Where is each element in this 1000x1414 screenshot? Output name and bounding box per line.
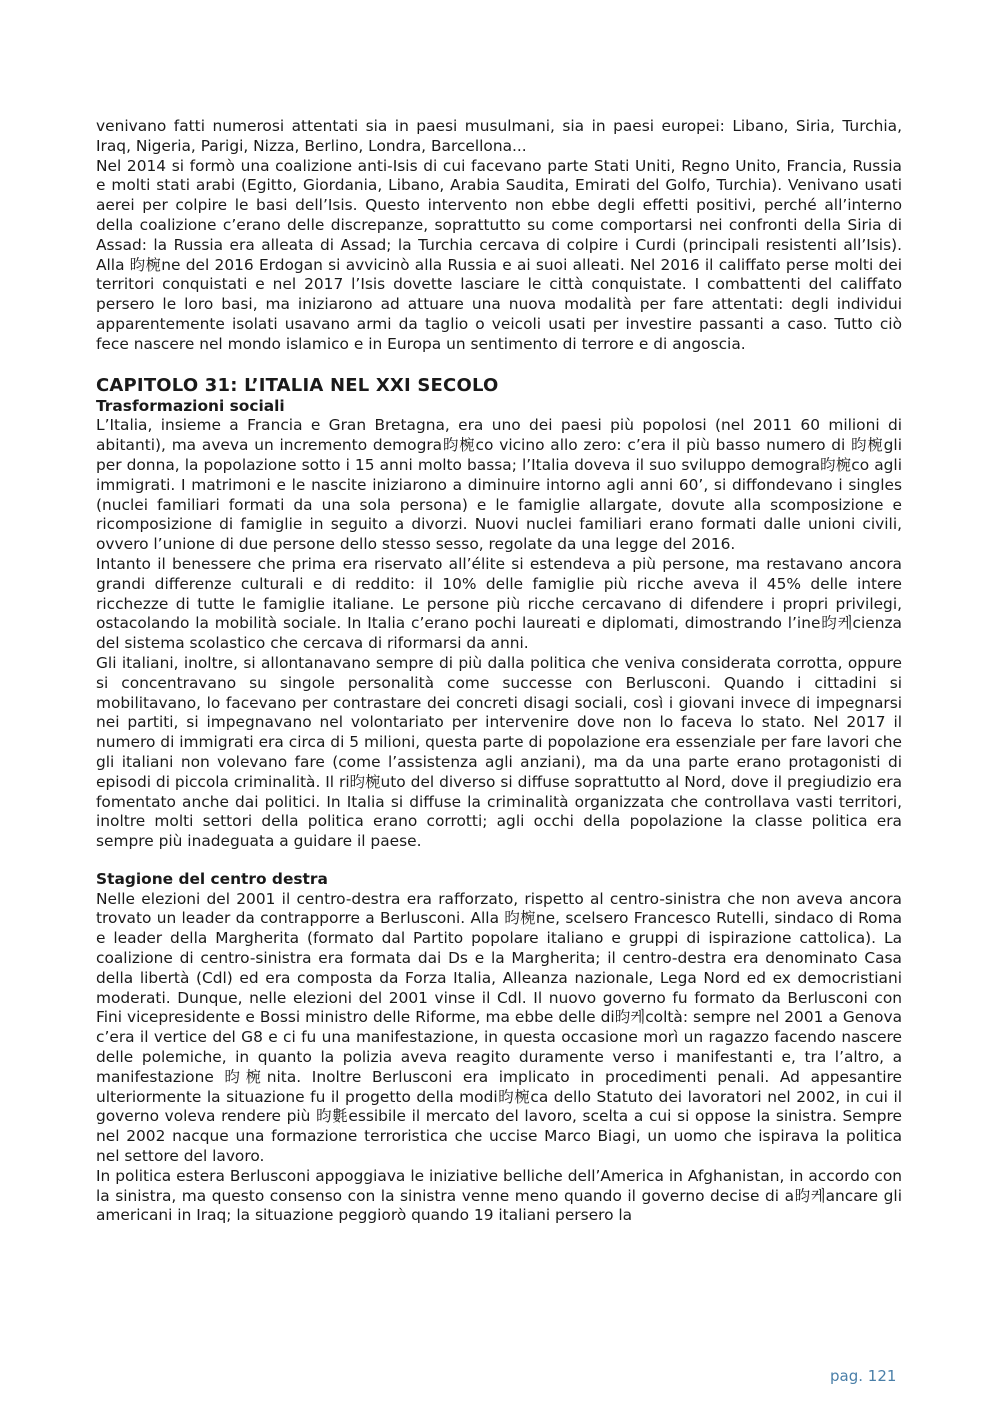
- page-number: pag. 121: [830, 1367, 897, 1385]
- section-title-centre-right: Stagione del centro destra: [96, 869, 328, 888]
- intro-paragraph-2: Nel 2014 si formò una coalizione anti-Isis di cui facevano parte Stati Uniti, Regno Unito, Francia, Russia e molti stati arabi (Egitto, Giordania, Libano, Arabia Saudita, Emirati del Golfo, Turchia). Venivano usati aerei per colpire le basi dell’Isis. Questo intervento non ebbe degli effetti positivi, perché all’interno della coalizione c’erano delle discrepanze, soprattutto su come comportarsi nei confronti della Siria di Assad: la Russia era alleata di Assad; la Turchia cercava di colpire i Curdi (principali resistenti all’Isis). Alla 昀椀ne del 2016 Erdogan si avvicinò alla Russia e ai suoi alleati. Nel 2016 il califfato perse molti dei territori conquistati e nel 2017 l’Isis dovette lasciare le città conquistate. I combattenti del califfato persero le loro basi, ma iniziarono ad attuare una nuova modalità per fare attentati: degli individui apparentemente isolati usavano armi da taglio o veicoli usati per investire passanti a caso. Tutto ciò fece nascere nel mondo islamico e in Europa un sentimento di terrore e di angoscia.: [96, 156, 902, 353]
- page-body: [96, 117, 902, 1226]
- chapter-title: CAPITOLO 31: L’ITALIA NEL XXI SECOLO: [96, 374, 499, 396]
- section-1-paragraph-2: Intanto il benessere che prima era riservato all’élite si estendeva a più persone, ma restavano ancora grandi differenze culturali e di reddito: il 10% delle famiglie più ricche aveva il 45% delle intere ricchezze di tutte le famiglie italiane. Le persone più ricche cercavano di difendere i propri privilegi, ostacolando la mobilità sociale. In Italia c’erano pochi laureati e diplomati, dimostrando l’ine昀케cienza del sistema scolastico che cercava di riformarsi da anni.: [96, 554, 902, 653]
- section-2-paragraph-1: Nelle elezioni del 2001 il centro-destra era rafforzato, rispetto al centro-sinistra che non aveva ancora trovato un leader da contrapporre a Berlusconi. Alla 昀椀ne, scelsero Francesco Rutelli, sindaco di Roma e leader della Margherita (formato dal Partito popolare italiano e gruppi di ispirazione cattolica). La coalizione di centro-sinistra era formata dai Ds e la Margherita; il centro-destra era denominato Casa della libertà (Cdl) ed era composta da Forza Italia, Alleanza nazionale, Lega Nord ed ex democristiani moderati. Dunque, nelle elezioni del 2001 vinse il Cdl. Il nuovo governo fu formato da Berlusconi con Fini vicepresidente e Bossi ministro delle Riforme, ma ebbe delle di昀케coltà: sempre nel 2001 a Genova c’era il vertice del G8 e ci fu una manifestazione, in questa occasione morì un ragazzo facendo nascere delle polemiche, in quanto la polizia aveva reagito duramente verso i manifestanti e, tra l’altro, a manifestazione 昀椀nita. Inoltre Berlusconi era implicato in procedimenti penali. Ad appesantire ulteriormente la situazione fu il progetto della modi昀椀ca dello Statuto dei lavoratori nel 2002, in cui il governo voleva rendere più 昀氀essibile il mercato del lavoro, scelta a cui si oppose la sinistra. Sempre nel 2002 nacque una formazione terroristica che uccise Marco Biagi, un uomo che ispirava la politica nel settore del lavoro.: [96, 889, 902, 1166]
- section-title-social: Trasformazioni sociali: [96, 396, 285, 415]
- intro-paragraph-1: venivano fatti numerosi attentati sia in paesi musulmani, sia in paesi europei: Libano, Siria, Turchia, Iraq, Nigeria, Parigi, Nizza, Berlino, Londra, Barcellona...: [96, 117, 902, 155]
- section-2-paragraph-2: In politica estera Berlusconi appoggiava le iniziative belliche dell’America in Afghanistan, in accordo con la sinistra, ma questo consenso con la sinistra venne meno quando il governo decise di a昀케ancare gli americani in Iraq; la situazione peggiorò quando 19 italiani persero la: [96, 1166, 902, 1225]
- section-1-paragraph-1: L’Italia, insieme a Francia e Gran Bretagna, era uno dei paesi più popolosi (nel 2011 60 milioni di abitanti), ma aveva un incremento demogra昀椀co vicino allo zero: c’era il più basso numero di 昀椀gli per donna, la popolazione sotto i 15 anni molto bassa; l’Italia doveva il suo sviluppo demogra昀椀co agli immigrati. I matrimoni e le nascite iniziarono a diminuire intorno agli anni 60’, si diffondevano i singles (nuclei familiari formati da una sola persona) e le famiglie allargate, dovute alla scomposizione e ricomposizione di famiglie in seguito a divorzi. Nuovi nuclei familiari erano formati dalle unioni civili, ovvero l’unione di due persone dello stesso sesso, regolate da una legge del 2016.: [96, 416, 902, 554]
- section-1-paragraph-3: Gli italiani, inoltre, si allontanavano sempre di più dalla politica che veniva considerata corrotta, oppure si concentravano su singole personalità come successe con Berlusconi. Quando i cittadini si mobilitavano, lo facevano per contrastare dei concreti disagi sociali, così i giovani invece di impegnarsi nei partiti, si impegnavano nel volontariato per intervenire dove non lo faceva lo stato. Nel 2017 il numero di immigrati era circa di 5 milioni, questa parte di popolazione era essenziale per fare lavori che gli italiani non volevano fare (come l’assistenza agli anziani), ma da una parte erano protagonisti di episodi di piccola criminalità. Il ri昀椀uto del diverso si diffuse soprattutto al Nord, dove il pregiudizio era fomentato anche dai politici. In Italia si diffuse la criminalità organizzata che controllava vasti territori, inoltre molti settori della politica erano corrotti; agli occhi della popolazione la classe politica era sempre più inadeguata a guidare il paese.: [96, 653, 902, 851]
